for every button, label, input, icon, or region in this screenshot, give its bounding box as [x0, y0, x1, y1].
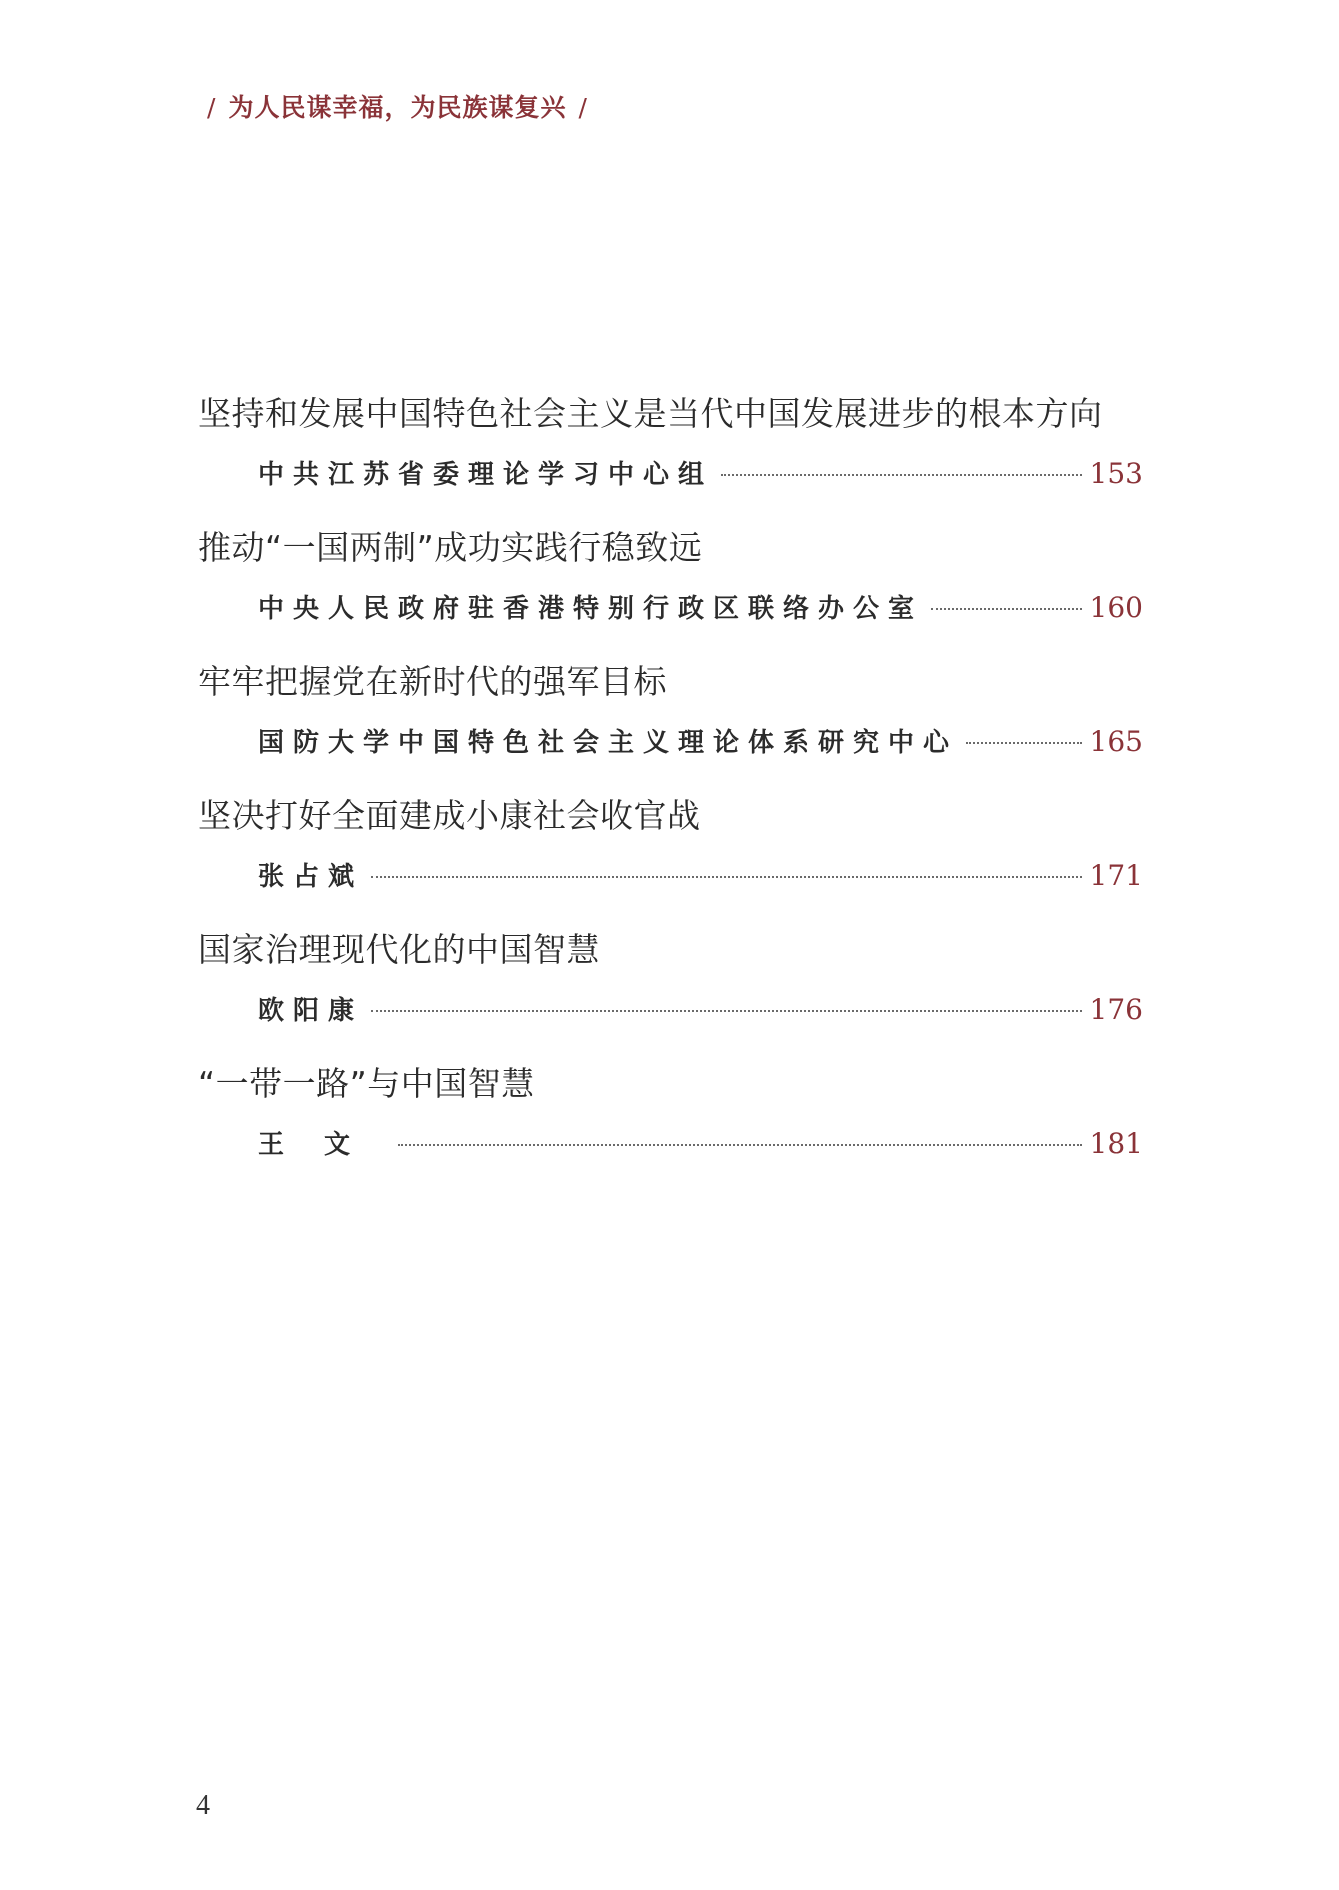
- toc-entry-title[interactable]: 国家治理现代化的中国智慧: [198, 930, 600, 969]
- toc-entry-line: [258, 454, 1143, 488]
- toc-entry-author: 国防大学中国特色社会主义理论体系研究中心: [258, 728, 959, 758]
- toc-entry-page[interactable]: 160: [1089, 591, 1143, 624]
- toc-entry-line: [258, 856, 1143, 890]
- running-header: [195, 88, 600, 124]
- header-slash-left: /: [207, 93, 217, 122]
- toc-entry-page[interactable]: 171: [1089, 859, 1143, 892]
- toc-entry-page[interactable]: 153: [1089, 457, 1143, 490]
- toc-entry-author: 王文: [258, 1130, 391, 1160]
- dot-leader: [966, 742, 1082, 744]
- toc-entry-author: 欧阳康: [258, 996, 364, 1026]
- toc-entry-author: 中央人民政府驻香港特别行政区联络办公室: [258, 594, 924, 624]
- dot-leader: [371, 876, 1082, 878]
- toc-entry[interactable]: [198, 790, 1143, 924]
- header-slash-right: /: [578, 93, 588, 122]
- toc-entry[interactable]: [198, 1058, 1143, 1192]
- dot-leader: [721, 474, 1082, 476]
- toc-entry-page[interactable]: 181: [1089, 1127, 1143, 1160]
- toc-entry-author: 中共江苏省委理论学习中心组: [258, 460, 714, 490]
- toc-entry-page[interactable]: 176: [1089, 993, 1143, 1026]
- toc-entry-title[interactable]: 推动“一国两制”成功实践行稳致远: [198, 528, 703, 567]
- toc-entry-title[interactable]: 坚持和发展中国特色社会主义是当代中国发展进步的根本方向: [198, 394, 1103, 433]
- toc-entry-title[interactable]: “一带一路”与中国智慧: [198, 1064, 535, 1103]
- toc-entry-line: [258, 588, 1143, 622]
- toc-entry-page[interactable]: 165: [1089, 725, 1143, 758]
- toc-entry[interactable]: [198, 522, 1143, 656]
- dot-leader: [931, 608, 1082, 610]
- toc-entry-line: [258, 722, 1143, 756]
- toc-entry[interactable]: [198, 388, 1143, 522]
- toc-entry-line: [258, 1124, 1143, 1158]
- toc-entry[interactable]: [198, 656, 1143, 790]
- dot-leader: [371, 1010, 1082, 1012]
- toc-entry[interactable]: [198, 924, 1143, 1058]
- dot-leader: [398, 1144, 1082, 1146]
- header-title: 为人民谋幸福，为民族谋复兴: [228, 93, 567, 122]
- toc-entry-author: 张占斌: [258, 862, 364, 892]
- toc-entry-title[interactable]: 牢牢把握党在新时代的强军目标: [198, 662, 667, 701]
- table-of-contents: [198, 388, 1143, 1192]
- page-number: 4: [196, 1790, 210, 1821]
- toc-entry-line: [258, 990, 1143, 1024]
- toc-entry-title[interactable]: 坚决打好全面建成小康社会收官战: [198, 796, 701, 835]
